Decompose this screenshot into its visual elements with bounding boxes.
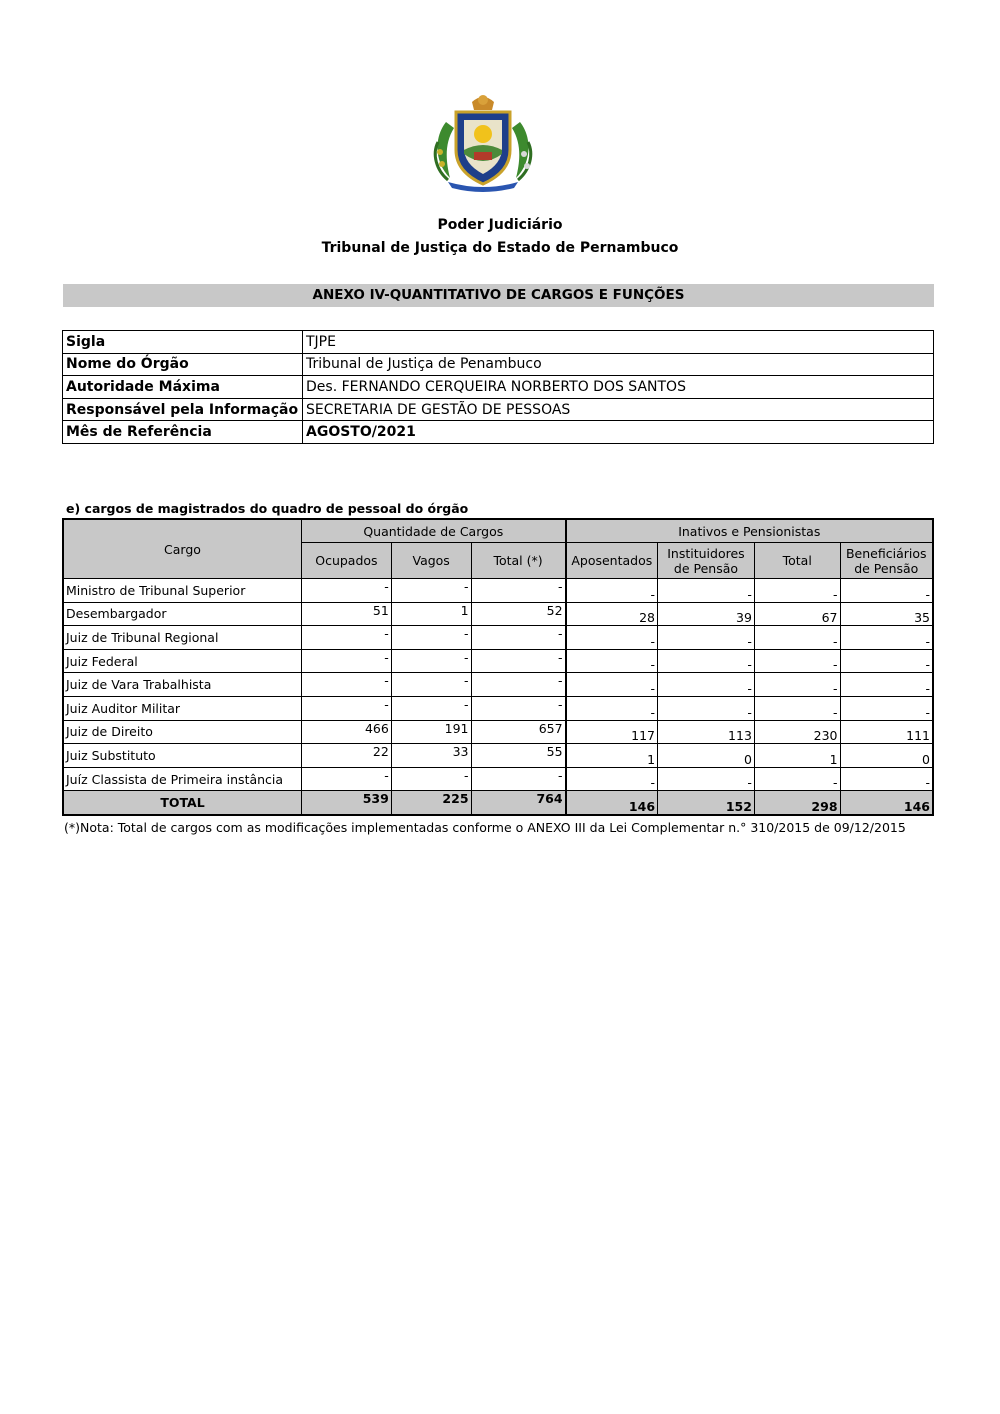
row-cell: 52 xyxy=(471,602,566,626)
row-cell: 35 xyxy=(840,602,933,626)
row-label: Ministro de Tribunal Superior xyxy=(63,579,301,603)
info-value: AGOSTO/2021 xyxy=(303,421,934,444)
row-label: Juiz Substituto xyxy=(63,744,301,768)
info-row-nome-orgao xyxy=(63,353,934,376)
col-aposentados-header: Aposentados xyxy=(566,543,658,579)
row-cell: 764 xyxy=(471,791,566,815)
row-cell: - xyxy=(658,696,755,720)
row-cell: 1 xyxy=(566,744,658,768)
row-cell: 230 xyxy=(754,720,840,744)
info-row-mes-referencia xyxy=(63,421,934,444)
info-value: Des. FERNANDO CERQUEIRA NORBERTO DOS SANTOS xyxy=(303,376,934,399)
row-cell: 152 xyxy=(658,791,755,815)
info-label: Autoridade Máxima xyxy=(63,376,303,399)
table-row xyxy=(63,673,933,697)
row-cell: 39 xyxy=(658,602,755,626)
row-cell: 67 xyxy=(754,602,840,626)
row-cell: - xyxy=(566,649,658,673)
row-cell: - xyxy=(566,626,658,650)
info-label: Nome do Órgão xyxy=(63,353,303,376)
row-cell: 117 xyxy=(566,720,658,744)
row-cell: - xyxy=(754,673,840,697)
info-row-sigla xyxy=(63,331,934,354)
header-line-1: Poder Judiciário xyxy=(437,217,563,233)
row-cell: - xyxy=(471,579,566,603)
section-title: e) cargos de magistrados do quadro de pessoal do órgão xyxy=(66,501,469,516)
table-body xyxy=(63,579,933,815)
magistrates-table xyxy=(62,518,934,816)
row-cell: 146 xyxy=(566,791,658,815)
row-label: Desembargador xyxy=(63,602,301,626)
row-cell: 33 xyxy=(391,744,471,768)
table-row xyxy=(63,626,933,650)
table-total-row xyxy=(63,791,933,815)
row-cell: - xyxy=(566,579,658,603)
row-label: Juiz Federal xyxy=(63,649,301,673)
row-cell: - xyxy=(566,767,658,791)
info-label: Sigla xyxy=(63,331,303,354)
row-cell: 0 xyxy=(840,744,933,768)
organ-info-table xyxy=(62,330,934,444)
row-cell: 55 xyxy=(471,744,566,768)
row-cell: - xyxy=(754,696,840,720)
col-vagos-header: Vagos xyxy=(391,543,471,579)
row-cell: - xyxy=(471,673,566,697)
row-cell: 539 xyxy=(301,791,391,815)
row-cell: - xyxy=(754,649,840,673)
info-value: Tribunal de Justiça de Penambuco xyxy=(303,353,934,376)
row-cell: 28 xyxy=(566,602,658,626)
row-cell: 111 xyxy=(840,720,933,744)
row-cell: 113 xyxy=(658,720,755,744)
row-label: TOTAL xyxy=(63,791,301,815)
info-row-autoridade xyxy=(63,376,934,399)
row-label: Juiz de Direito xyxy=(63,720,301,744)
row-cell: - xyxy=(391,696,471,720)
table-row xyxy=(63,579,933,603)
row-cell: 1 xyxy=(391,602,471,626)
row-label: Juiz de Vara Trabalhista xyxy=(63,673,301,697)
row-cell: - xyxy=(840,626,933,650)
row-label: Juiz de Tribunal Regional xyxy=(63,626,301,650)
col-ocupados-header: Ocupados xyxy=(301,543,391,579)
row-cell: - xyxy=(840,649,933,673)
row-cell: 51 xyxy=(301,602,391,626)
row-label: Juiz Auditor Militar xyxy=(63,696,301,720)
row-cell: - xyxy=(840,673,933,697)
group-inativos-header: Inativos e Pensionistas xyxy=(566,519,933,543)
col-beneficiarios-header: Beneficiários de Pensão xyxy=(840,543,933,579)
row-cell: 466 xyxy=(301,720,391,744)
row-cell: - xyxy=(754,579,840,603)
row-cell: - xyxy=(471,696,566,720)
row-cell: - xyxy=(391,673,471,697)
row-cell: - xyxy=(391,767,471,791)
row-cell: 298 xyxy=(754,791,840,815)
info-label: Mês de Referência xyxy=(63,421,303,444)
table-row xyxy=(63,744,933,768)
row-label: Juíz Classista de Primeira instância xyxy=(63,767,301,791)
row-cell: - xyxy=(566,673,658,697)
row-cell: - xyxy=(301,673,391,697)
table-row xyxy=(63,720,933,744)
row-cell: - xyxy=(658,767,755,791)
row-cell: - xyxy=(301,579,391,603)
col-total-header: Total (*) xyxy=(471,543,566,579)
footnote: (*)Nota: Total de cargos com as modificações implementadas conforme o ANEXO III da Lei Complementar n.° 310/2015 de 09/12/2015 xyxy=(64,820,906,835)
table-row xyxy=(63,767,933,791)
row-cell: - xyxy=(471,649,566,673)
row-cell: 0 xyxy=(658,744,755,768)
col-cargo-header: Cargo xyxy=(63,519,301,579)
table-row xyxy=(63,602,933,626)
col-total-inativos-header: Total xyxy=(754,543,840,579)
row-cell: - xyxy=(301,649,391,673)
info-value: SECRETARIA DE GESTÃO DE PESSOAS xyxy=(303,398,934,421)
row-cell: - xyxy=(840,696,933,720)
row-cell: - xyxy=(391,579,471,603)
row-cell: - xyxy=(391,649,471,673)
row-cell: - xyxy=(566,696,658,720)
row-cell: - xyxy=(754,626,840,650)
info-label: Responsável pela Informação xyxy=(63,398,303,421)
row-cell: - xyxy=(840,579,933,603)
row-cell: 22 xyxy=(301,744,391,768)
annex-title-bar: ANEXO IV-QUANTITATIVO DE CARGOS E FUNÇÕES xyxy=(63,284,934,307)
table-row xyxy=(63,696,933,720)
row-cell: - xyxy=(754,767,840,791)
col-instituidores-header: Instituidores de Pensão xyxy=(658,543,755,579)
row-cell: 191 xyxy=(391,720,471,744)
info-row-responsavel xyxy=(63,398,934,421)
header-line-2: Tribunal de Justiça do Estado de Pernambuco xyxy=(321,240,679,256)
row-cell: - xyxy=(471,626,566,650)
pernambuco-coat-of-arms-icon xyxy=(428,92,538,192)
row-cell: - xyxy=(301,626,391,650)
row-cell: - xyxy=(471,767,566,791)
row-cell: 146 xyxy=(840,791,933,815)
row-cell: - xyxy=(658,626,755,650)
row-cell: - xyxy=(301,696,391,720)
row-cell: - xyxy=(301,767,391,791)
row-cell: 1 xyxy=(754,744,840,768)
group-quantidade-header: Quantidade de Cargos xyxy=(301,519,565,543)
row-cell: - xyxy=(391,626,471,650)
row-cell: 657 xyxy=(471,720,566,744)
row-cell: - xyxy=(658,579,755,603)
row-cell: - xyxy=(840,767,933,791)
table-row xyxy=(63,649,933,673)
row-cell: 225 xyxy=(391,791,471,815)
row-cell: - xyxy=(658,673,755,697)
row-cell: - xyxy=(658,649,755,673)
info-value: TJPE xyxy=(303,331,934,354)
